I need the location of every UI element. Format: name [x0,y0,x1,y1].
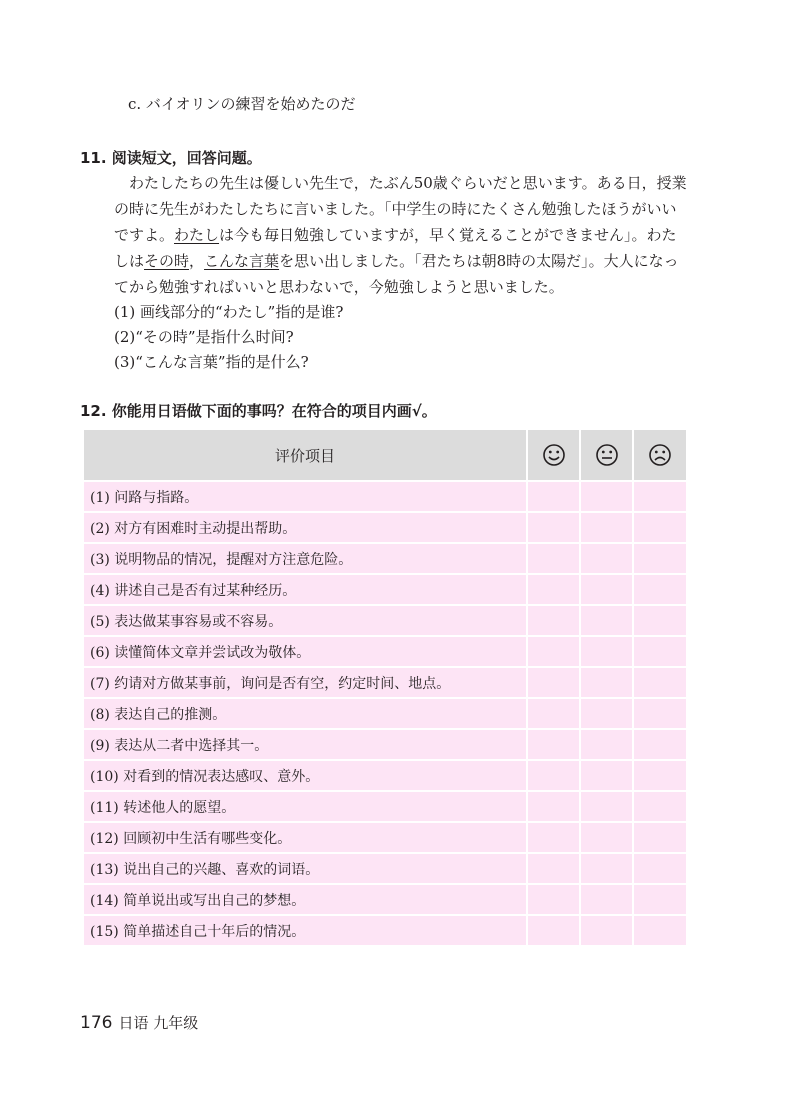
evaluation-item: (9) 表达从二者中选择其一。 [83,729,527,760]
option-c: c. バイオリンの練習を始めたのだ [128,95,356,113]
check-cell-smile[interactable] [527,667,580,698]
passage-text-1: わたしたちの先生は優しい先生で，たぶん50歳ぐらいだと思います。ある日，授業の時に先生がわたしたちに言いました。「中学生の時にたくさん勉強したほうがいいですよ。 [114,174,687,244]
evaluation-item: (8) 表达自己的推测。 [83,698,527,729]
check-cell-neutral[interactable] [580,698,633,729]
header-neutral [580,429,633,481]
check-cell-smile[interactable] [527,884,580,915]
check-cell-neutral[interactable] [580,543,633,574]
sub-question-3: (3)“こんな言葉”指的是什么? [114,353,309,371]
table-body [83,481,687,946]
check-cell-frown[interactable] [633,698,687,729]
evaluation-item: (11) 转述他人的愿望。 [83,791,527,822]
evaluation-item: (1) 问路与指路。 [83,481,527,512]
check-cell-smile[interactable] [527,543,580,574]
check-cell-neutral[interactable] [580,760,633,791]
page-number: 176 [80,1013,113,1033]
evaluation-item: (12) 回顾初中生活有哪些变化。 [83,822,527,853]
table-header-row [83,429,687,481]
check-cell-neutral[interactable] [580,729,633,760]
check-cell-smile[interactable] [527,698,580,729]
frown-icon [646,441,674,469]
table-row [83,512,687,543]
check-cell-neutral[interactable] [580,822,633,853]
question-11-title: 11. 阅读短文，回答问题。 [80,149,262,167]
check-cell-frown[interactable] [633,915,687,946]
check-cell-smile[interactable] [527,853,580,884]
evaluation-item: (13) 说出自己的兴趣、喜欢的词语。 [83,853,527,884]
neutral-icon [593,441,621,469]
sub-question-1: (1) 画线部分的“わたし”指的是谁? [114,303,344,321]
check-cell-neutral[interactable] [580,481,633,512]
check-cell-smile[interactable] [527,636,580,667]
check-cell-smile[interactable] [527,791,580,822]
header-smile [527,429,580,481]
check-cell-neutral[interactable] [580,636,633,667]
underlined-watashi: わたし [174,226,220,244]
table-row [83,729,687,760]
check-cell-frown[interactable] [633,574,687,605]
smile-icon [540,441,568,469]
evaluation-item: (10) 对看到的情况表达感叹、意外。 [83,760,527,791]
table-row [83,574,687,605]
reading-passage [114,170,689,375]
check-cell-smile[interactable] [527,605,580,636]
check-cell-smile[interactable] [527,574,580,605]
check-cell-smile[interactable] [527,512,580,543]
table-row [83,636,687,667]
check-cell-neutral[interactable] [580,853,633,884]
check-cell-frown[interactable] [633,667,687,698]
header-frown [633,429,687,481]
table-row [83,605,687,636]
check-cell-frown[interactable] [633,853,687,884]
check-cell-frown[interactable] [633,636,687,667]
check-cell-frown[interactable] [633,822,687,853]
check-cell-frown[interactable] [633,543,687,574]
check-cell-smile[interactable] [527,729,580,760]
underlined-sonotoki: その時 [144,252,190,270]
underlined-konnakotoba: こんな言葉 [204,252,280,270]
table-row [83,698,687,729]
evaluation-item: (7) 约请对方做某事前，询问是否有空，约定时间、地点。 [83,667,527,698]
table-row [83,543,687,574]
check-cell-smile[interactable] [527,760,580,791]
table-row [83,481,687,512]
check-cell-neutral[interactable] [580,574,633,605]
book-title: 日语 九年级 [118,1014,199,1032]
self-evaluation-table [82,428,688,947]
table-row [83,791,687,822]
check-cell-neutral[interactable] [580,884,633,915]
check-cell-frown[interactable] [633,512,687,543]
table-row [83,915,687,946]
table-row [83,760,687,791]
evaluation-item: (14) 简单说出或写出自己的梦想。 [83,884,527,915]
page-footer [80,1012,198,1033]
check-cell-neutral[interactable] [580,667,633,698]
table-row [83,667,687,698]
table-row [83,822,687,853]
evaluation-item: (5) 表达做某事容易或不容易。 [83,605,527,636]
check-cell-frown[interactable] [633,760,687,791]
check-cell-neutral[interactable] [580,605,633,636]
sub-question-2: (2)“その時”是指什么时间? [114,328,294,346]
check-cell-neutral[interactable] [580,512,633,543]
evaluation-item: (3) 说明物品的情况，提醒对方注意危险。 [83,543,527,574]
evaluation-item: (4) 讲述自己是否有过某种经历。 [83,574,527,605]
header-evaluation-item: 评价项目 [83,429,527,481]
passage-text-2: は今も毎日勉強していますが，早く覚えることができません」。わたしは [114,226,677,270]
check-cell-neutral[interactable] [580,791,633,822]
check-cell-frown[interactable] [633,791,687,822]
check-cell-smile[interactable] [527,481,580,512]
evaluation-item: (2) 对方有困难时主动提出帮助。 [83,512,527,543]
check-cell-frown[interactable] [633,481,687,512]
evaluation-item: (15) 简单描述自己十年后的情况。 [83,915,527,946]
question-12-title: 12. 你能用日语做下面的事吗？在符合的项目内画√。 [80,402,437,420]
passage-paragraph [114,170,689,300]
check-cell-smile[interactable] [527,915,580,946]
passage-text-4: を思い出しました。「君たちは朝8時の太陽だ」。大人になってから勉強すればいいと思わないで，今勉強しようと思いました。 [114,252,679,296]
passage-text-3: ， [189,252,205,270]
table-row [83,884,687,915]
check-cell-frown[interactable] [633,605,687,636]
check-cell-frown[interactable] [633,884,687,915]
check-cell-frown[interactable] [633,729,687,760]
evaluation-item: (6) 读懂简体文章并尝试改为敬体。 [83,636,527,667]
table-row [83,853,687,884]
check-cell-neutral[interactable] [580,915,633,946]
check-cell-smile[interactable] [527,822,580,853]
